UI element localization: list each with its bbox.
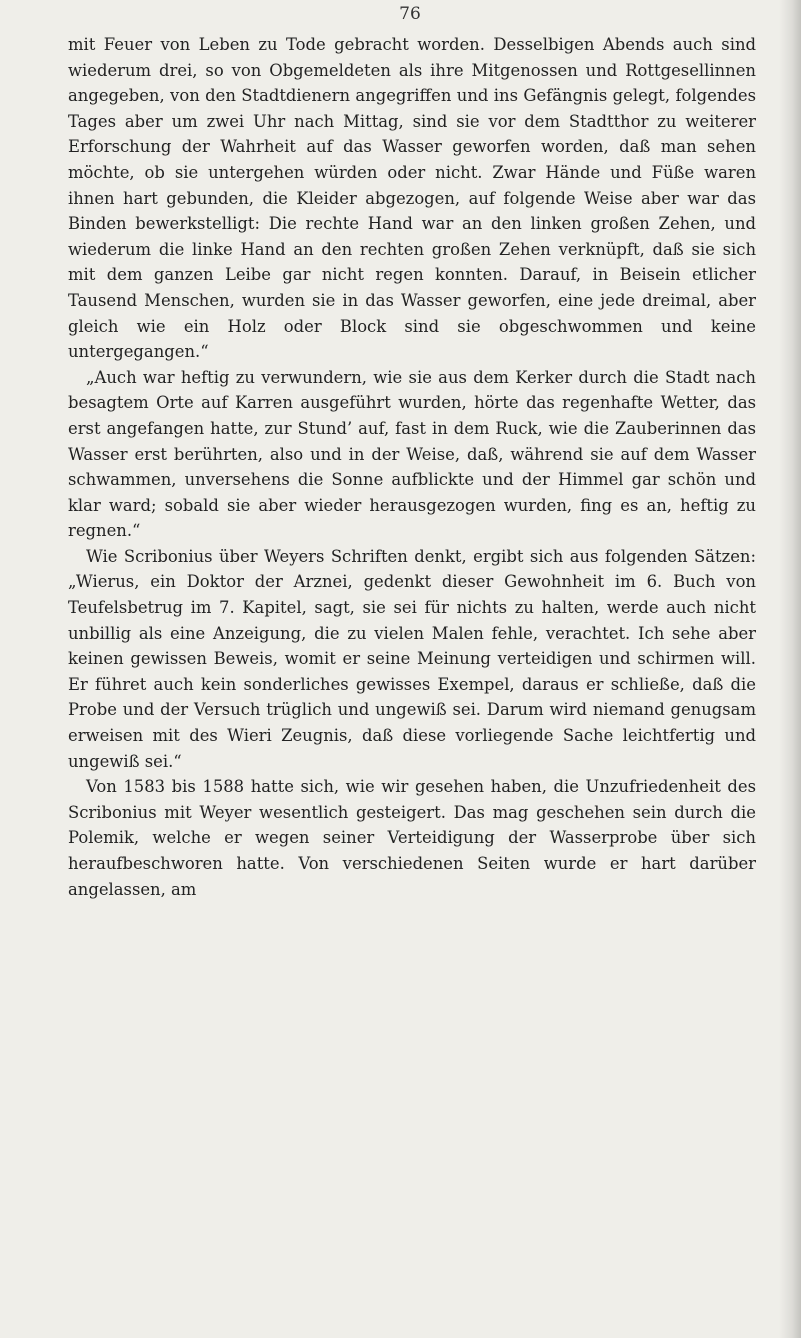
- body-text: [68, 32, 756, 902]
- page-edge-shadow: [779, 0, 801, 1338]
- paragraph: mit Feuer von Leben zu Tode gebracht worden. Desselbigen Abends auch sind wiederum drei, so von Obgemeldeten als ihre Mitgenossen und Rottgesellinnen angegeben, von den Stadtdienern angegriffen und ins Gefängnis gelegt, folgendes Tages aber um zwei Uhr nach Mittag, sind sie vor dem Stadtthor zu weiterer Erforschung der Wahrheit auf das Wasser geworfen worden, daß man sehen möchte, ob sie untergehen würden oder nicht. Zwar Hände und Füße waren ihnen hart gebunden, die Kleider abgezogen, auf folgende Weise aber war das Binden bewerkstelligt: Die rechte Hand war an den linken großen Zehen, und wiederum die linke Hand an den rechten großen Zehen verknüpft, daß sie sich mit dem ganzen Leibe gar nicht regen konnten. Darauf, in Beisein etlicher Tausend Menschen, wurden sie in das Wasser geworfen, eine jede dreimal, aber gleich wie ein Holz oder Block sind sie obgeschwommen und keine untergegangen.“: [68, 35, 756, 362]
- page-number: 76: [399, 4, 421, 24]
- paragraph: „Auch war heftig zu verwundern, wie sie aus dem Kerker durch die Stadt nach besagtem Orte auf Karren ausgeführt wurden, hörte das regenhafte Wetter, das erst angefangen hatte, zur Stund’ auf, fast in dem Ruck, wie die Zauberinnen das Wasser erst berührten, also und in der Weise, daß, während sie auf dem Wasser schwammen, unversehens die Sonne aufblickte und der Himmel gar schön und klar ward; sobald sie aber wieder herausgezogen wurden, fing es an, heftig zu regnen.“: [68, 367, 756, 541]
- paragraph: Von 1583 bis 1588 hatte sich, wie wir gesehen haben, die Unzufriedenheit des Scribonius mit Weyer wesentlich gesteigert. Das mag geschehen sein durch die Polemik, welche er wegen seiner Verteidigung der Wasserprobe über sich heraufbeschworen hatte. Von verschiedenen Seiten wurde er hart darüber angelassen, am: [68, 777, 756, 899]
- paragraph: Wie Scribonius über Weyers Schriften denkt, ergibt sich aus folgenden Sätzen: „Wierus, ein Doktor der Arznei, gedenkt dieser Gewohnheit im 6. Buch von Teufelsbetrug im 7. Kapitel, sagt, sie sei für nichts zu halten, werde auch nicht unbillig als eine Anzeigung, die zu vielen Malen fehle, verachtet. Ich sehe aber keinen gewissen Beweis, womit er seine Meinung verteidigen und schirmen will. Er führet auch kein sonderliches gewisses Exempel, daraus er schließe, daß die Probe und der Versuch trüglich und ungewiß sei. Darum wird niemand genugsam erweisen mit des Wieri Zeugnis, daß diese vorliegende Sache leichtfertig und ungewiß sei.“: [68, 546, 756, 771]
